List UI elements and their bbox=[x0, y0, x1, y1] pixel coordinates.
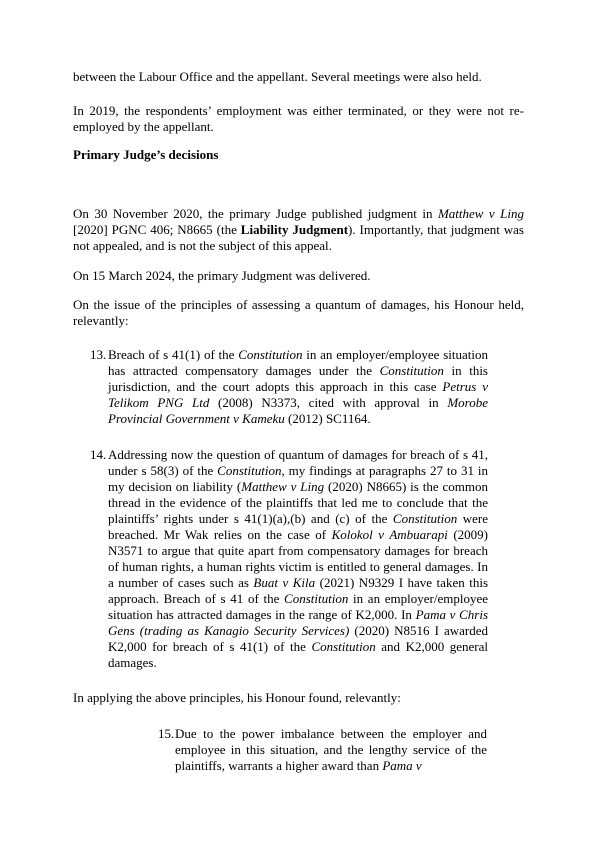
quote-number: 15. bbox=[158, 726, 175, 741]
paragraph-liability-judgment: On 30 November 2020, the primary Judge published judgment in Matthew v Ling [2020] PGNC 406; N8665 (the Liability Judgment). Importantly, that judgment was not appealed, and is not the subject of this appeal. bbox=[73, 206, 525, 253]
quote-number: 14. bbox=[90, 447, 107, 462]
quote-paragraph-13: 13. Breach of s 41(1) of the Constitution in an employer/employee situation has attracted compensatory damages under the Constitution in this jurisdiction, and the court adopts this approach in this case Petrus v Telikom PNG Ltd (2008) N3373, cited with approval in Morobe Provincial Government v Kameku (2012) SC1164. bbox=[90, 347, 489, 426]
section-heading: Primary Judge’s decisions bbox=[73, 147, 219, 162]
paragraph-applying-principles: In applying the above principles, his Honour found, relevantly: bbox=[73, 690, 401, 705]
paragraph-2019-employment: In 2019, the respondents’ employment was either terminated, or they were not re-employed by the appellant. bbox=[73, 103, 524, 134]
quote-paragraph-15: 15. Due to the power imbalance between the employer and employee in this situation, and the lengthy service of the plaintiffs, warrants a higher award than Pama v bbox=[158, 726, 487, 773]
paragraph-labour-office: between the Labour Office and the appellant. Several meetings were also held. bbox=[73, 69, 482, 84]
defined-term: Liability Judgment bbox=[240, 222, 349, 237]
case-name: Matthew v Ling bbox=[437, 206, 525, 221]
paragraph-principles: On the issue of the principles of assessing a quantum of damages, his Honour held, relevantly: bbox=[73, 297, 524, 328]
paragraph-primary-judgment: On 15 March 2024, the primary Judgment was delivered. bbox=[73, 268, 371, 283]
quote-paragraph-14: 14. Addressing now the question of quantum of damages for breach of s 41, under s 58(3) of the Constitution, my findings at paragraphs 27 to 31 in my decision on liability (Matthew v Ling (2020) N8665) is the common thread in the evidence of the plaintiffs that led me to conclude that the plaintiffs’ rights under s 41(1)(a),(b) and (c) of the Constitution were breached. Mr Wak relies on the case of Kolokol v Ambuarapi (2009) N3571 to argue that quite apart from compensatory damages for breach of human rights, a human rights victim is entitled to general damages. In a number of cases such as Buat v Kila (2021) N9329 I have taken this approach. Breach of s 41 of the Constitution in an employer/employee situation has attracted damages in the range of K2,000. In Pama v Chris Gens (trading as Kanagio Security Services) (2020) N8516 I awarded K2,000 for breach of s 41(1) of the Constitution and K2,000 general damages. bbox=[90, 447, 489, 670]
quote-number: 13. bbox=[90, 347, 107, 362]
